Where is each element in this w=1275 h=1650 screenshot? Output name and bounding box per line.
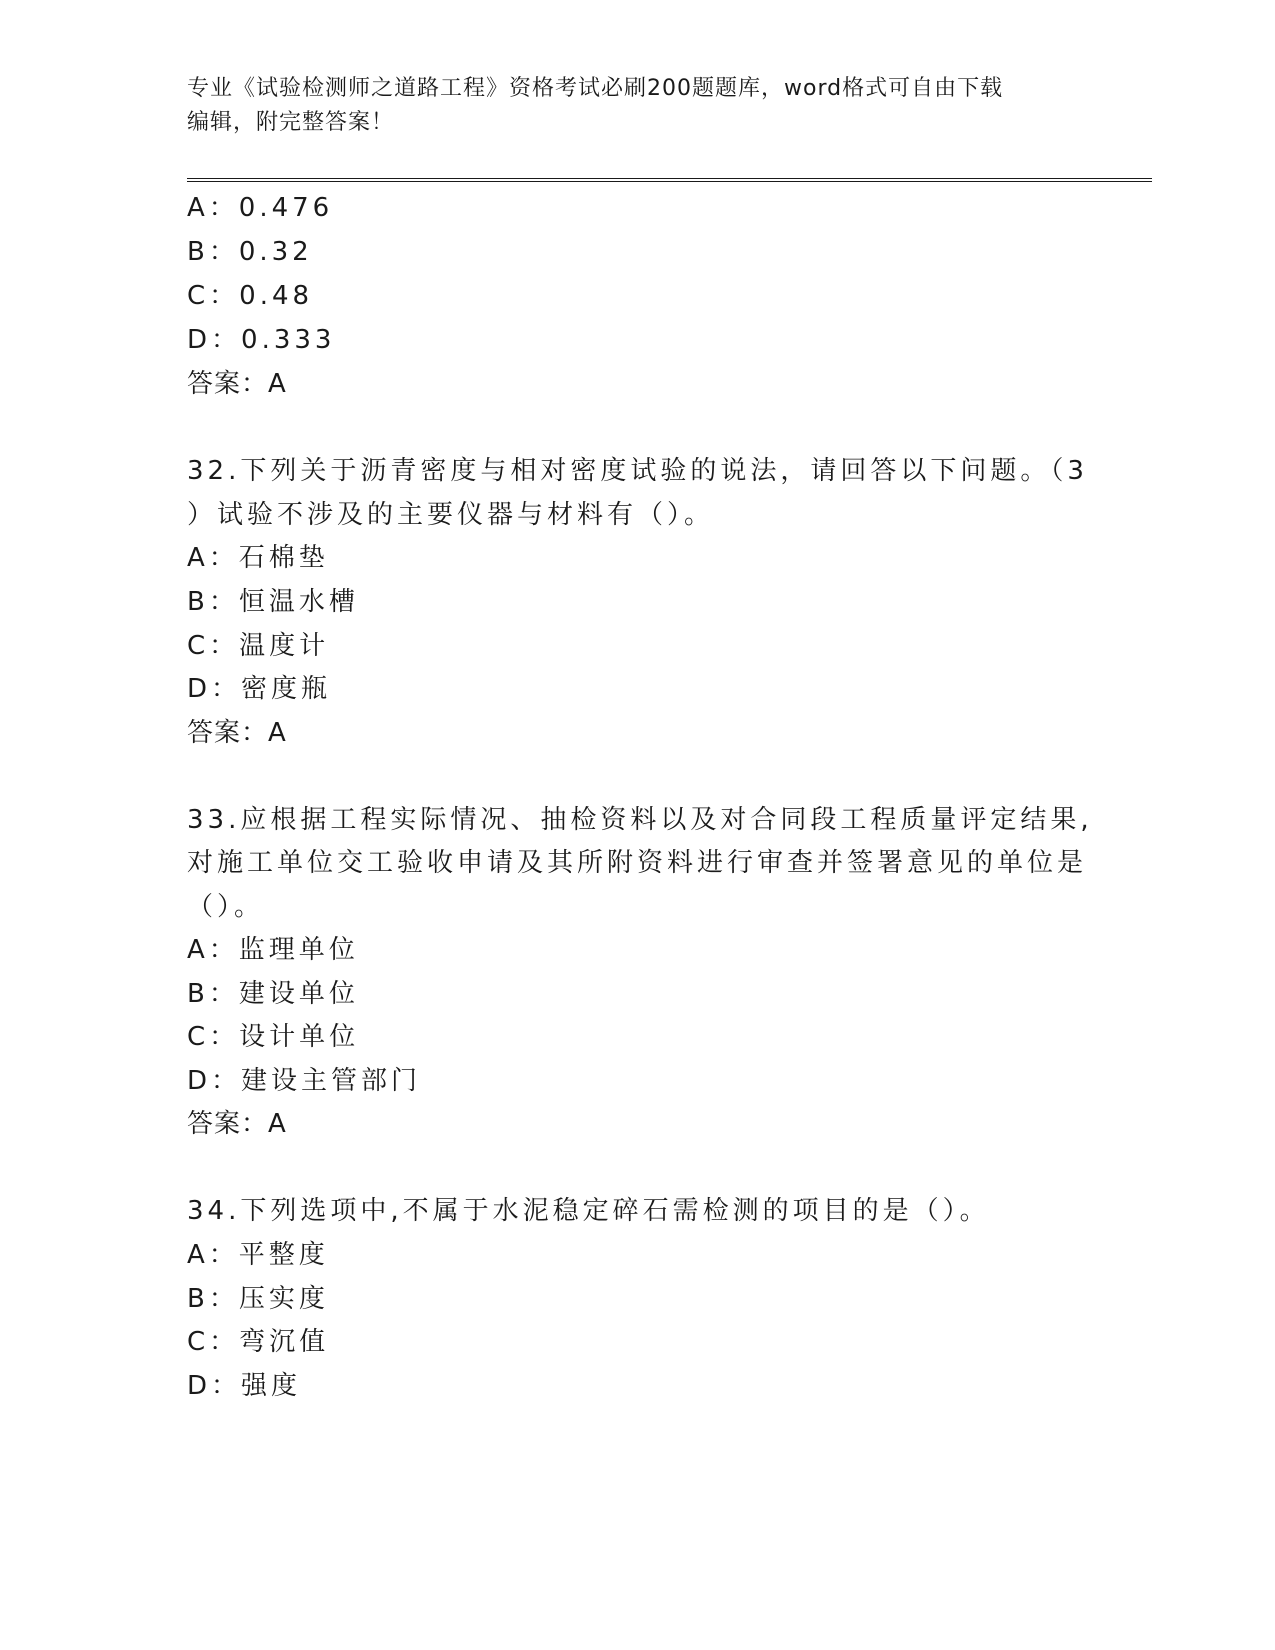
question-33-line-1: 33.应根据工程实际情况、抽检资料以及对合同段工程质量评定结果, bbox=[187, 805, 1093, 835]
question-33-line-2: 对施工单位交工验收申请及其所附资料进行审查并签署意见的单位是 bbox=[187, 848, 1088, 878]
document-header bbox=[187, 72, 1067, 140]
header-rule-bottom bbox=[187, 181, 1152, 182]
option-b: B：0.32 bbox=[187, 237, 313, 267]
option-a: A：监理单位 bbox=[187, 935, 359, 965]
answer-line: 答案：A bbox=[187, 1109, 287, 1139]
option-c: C：温度计 bbox=[187, 631, 330, 661]
question-32-line-1: 32.下列关于沥青密度与相对密度试验的说法，请回答以下问题。（3 bbox=[187, 456, 1088, 486]
option-a: A：平整度 bbox=[187, 1240, 329, 1270]
header-line-2: 编辑，附完整答案！ bbox=[187, 110, 395, 135]
option-b: B：恒温水槽 bbox=[187, 587, 359, 617]
option-b: B：建设单位 bbox=[187, 979, 359, 1009]
option-d: D：建设主管部门 bbox=[187, 1066, 422, 1096]
header-rule-top bbox=[187, 178, 1152, 179]
header-line-1: 专业《试验检测师之道路工程》资格考试必刷200题题库，word格式可自由下载 bbox=[187, 76, 1004, 101]
option-d: D：0.333 bbox=[187, 325, 336, 355]
option-b: B：压实度 bbox=[187, 1284, 329, 1314]
option-c: C：设计单位 bbox=[187, 1022, 360, 1052]
option-d: D：密度瓶 bbox=[187, 674, 332, 704]
option-c: C：0.48 bbox=[187, 281, 314, 311]
option-d: D：强度 bbox=[187, 1371, 302, 1401]
answer-line: 答案：A bbox=[187, 369, 287, 399]
option-c: C：弯沉值 bbox=[187, 1327, 330, 1357]
question-32-line-2: ）试验不涉及的主要仪器与材料有（）。 bbox=[187, 500, 715, 530]
option-a: A：石棉垫 bbox=[187, 543, 329, 573]
answer-line: 答案：A bbox=[187, 718, 287, 748]
question-34-line-1: 34.下列选项中,不属于水泥稳定碎石需检测的项目的是（）。 bbox=[187, 1196, 990, 1226]
question-33-line-3: （）。 bbox=[187, 892, 265, 922]
option-a: A：0.476 bbox=[187, 193, 334, 223]
